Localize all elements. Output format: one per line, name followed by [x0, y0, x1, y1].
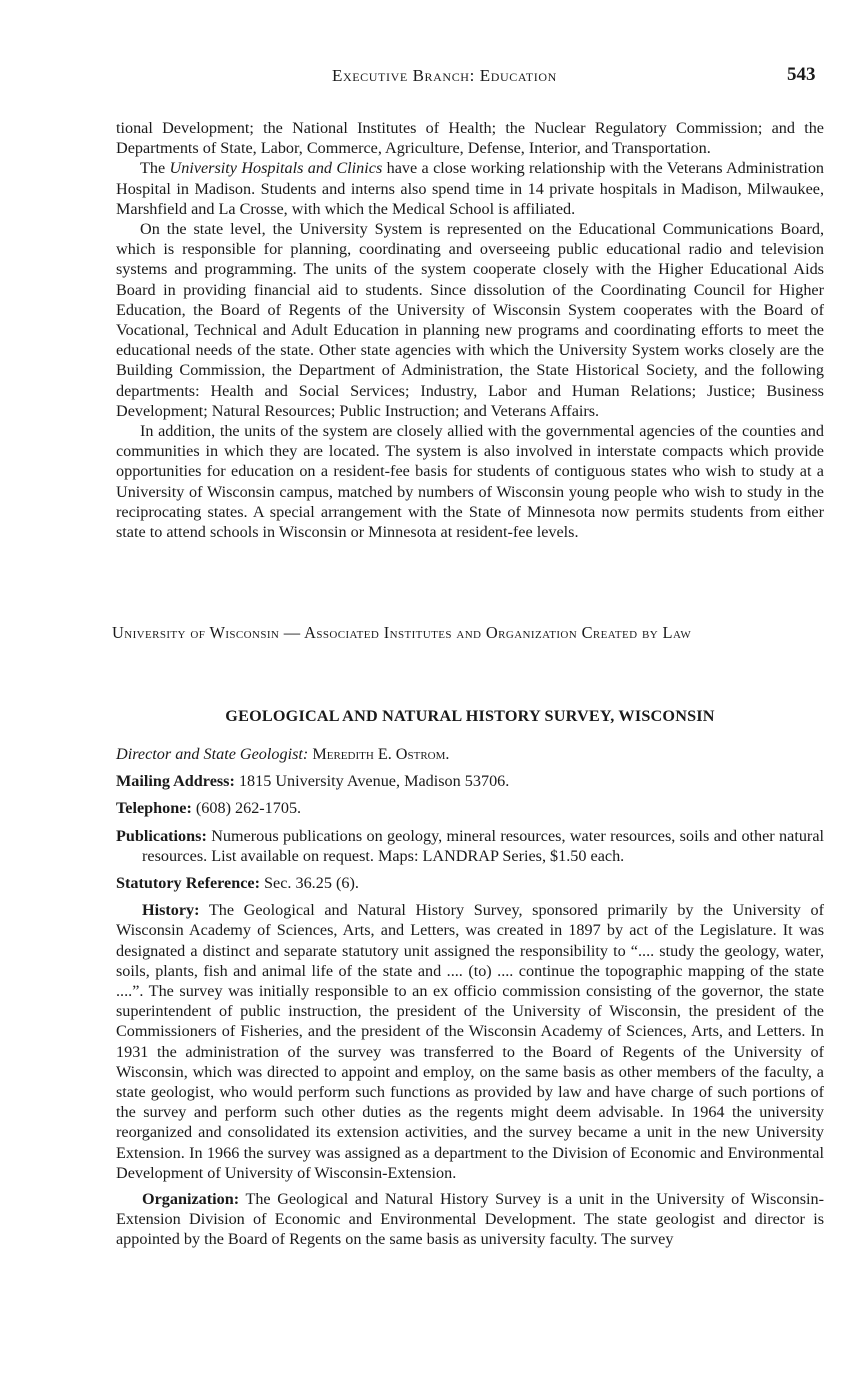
mailing-label: Mailing Address: [116, 772, 235, 791]
statutory-label: Statutory Reference: [116, 874, 260, 893]
hospitals-name: University Hospitals and Clinics [169, 159, 383, 178]
publications-label: Publications: [116, 826, 207, 845]
history-value: The Geological and Natural History Survey, sponsored primarily by the University of Wisconsin Academy of Sciences, Arts, and Letters, was created in 1897 by act of the Legislature. It was designated a distinct and separate statutory unit assigned the responsibility to “.... study the geology, water, soils, plants, fish and animal life of the state and .... (to) .... continue the topographic mapping of the state ....”. The survey was initially responsible to an ex officio commission consisting of the governor, the state superintendent of public instruction, the president of the University of Wisconsin, the president of the Commissioners of Fisheries, and the president of the Wisconsin Academy of Sciences, Arts, and Letters. In 1931 the administration of the survey was transferred to the Board of Regents of the University of Wisconsin, which was directed to appoint and employ, on the same basis as other members of the faculty, a state geologist, who would perform such functions as provided by law and have charge of such portions of the survey and perform such other duties as the regents might deem advisable. In 1964 the university reorganized and consolidated its extension activities, and the survey became a unit in the new University Extension. In 1966 the survey was assigned as a department to the Division of Economic and Environmental Development of University of Wisconsin-Extension. [116, 901, 824, 1182]
hospitals-lead: The [140, 159, 170, 178]
history-paragraph [116, 900, 824, 1183]
mailing-entry [116, 771, 824, 791]
director-label: Director and State Geologist: [116, 745, 309, 763]
agency-title: GEOLOGICAL AND NATURAL HISTORY SURVEY, WISCONSIN [225, 707, 715, 725]
statutory-entry [116, 873, 824, 893]
telephone-label: Telephone: [116, 799, 192, 818]
continuation-paragraph: tional Development; the National Institutes of Health; the Nuclear Regulatory Commission; and the Departments of State, Labor, Commerce, Agriculture, Defense, Interior, and Transportation. [116, 119, 824, 158]
organization-label: Organization: [142, 1190, 240, 1209]
history-label: History: [142, 901, 200, 920]
agency-entries [116, 744, 824, 1256]
mailing-value: 1815 University Avenue, Madison 53706. [238, 772, 510, 791]
hospitals-paragraph [116, 158, 824, 219]
organization-value: The Geological and Natural History Survey is a unit in the University of Wisconsin-Extension Division of Economic and Environmental Development. The state geologist and director is appointed by the Board of Regents on the same basis as university faculty. The survey [116, 1190, 824, 1249]
hospitals-rest: have a close working relationship with the Veterans Administration Hospital in Madison. Students and interns also spend time in 14 private hospitals in Madison, Milwaukee, Marshfield and La Crosse, with which the Medical School is affiliated. [116, 159, 825, 218]
page-number: 543 [787, 64, 816, 85]
director-value: Meredith E. Ostrom. [312, 745, 450, 763]
statutory-value: Sec. 36.25 (6). [264, 874, 359, 893]
section-heading: University of Wisconsin — Associated Institutes and Organization Created by Law [112, 623, 692, 642]
director-entry [116, 744, 824, 764]
state-level-paragraph: On the state level, the University System is represented on the Educational Communications Board, which is responsible for planning, coordinating and overseeing public educational radio and television systems and programming. The units of the system cooperate closely with the Higher Educational Aids Board in providing financial aid to students. Since dissolution of the Coordinating Council for Higher Education, the Board of Regents of the University of Wisconsin System cooperates with the Board of Vocational, Technical and Adult Education in planning new programs and coordinating efforts to meet the educational needs of the state. Other state agencies with which the University System works closely are the Building Commission, the Department of Administration, the State Historical Society, and the following departments: Health and Social Services; Industry, Labor and Human Relations; Justice; Business Development; Natural Resources; Public Instruction; and Veterans Affairs. [116, 220, 824, 420]
running-head: Executive Branch: Education [332, 66, 557, 85]
telephone-entry [116, 798, 824, 818]
publications-value: Numerous publications on geology, mineral resources, water resources, soils and other natural resources. List available on request. Maps: LANDRAP Series, $1.50 each. [142, 826, 824, 865]
organization-paragraph [116, 1189, 824, 1250]
addition-paragraph: In addition, the units of the system are closely allied with the governmental agencies of the counties and communities in which they are located. The system is also involved in interstate compacts which provide opportunities for education on a resident-fee basis for students of contiguous states who wish to study at a University of Wisconsin campus, matched by numbers of Wisconsin young people who wish to study in the reciprocating states. A special arrangement with the State of Minnesota now permits students from either state to attend schools in Wisconsin or Minnesota at resident-fee levels. [116, 422, 824, 542]
telephone-value: (608) 262-1705. [195, 799, 302, 818]
publications-entry [116, 826, 824, 866]
intro-text [116, 118, 824, 542]
